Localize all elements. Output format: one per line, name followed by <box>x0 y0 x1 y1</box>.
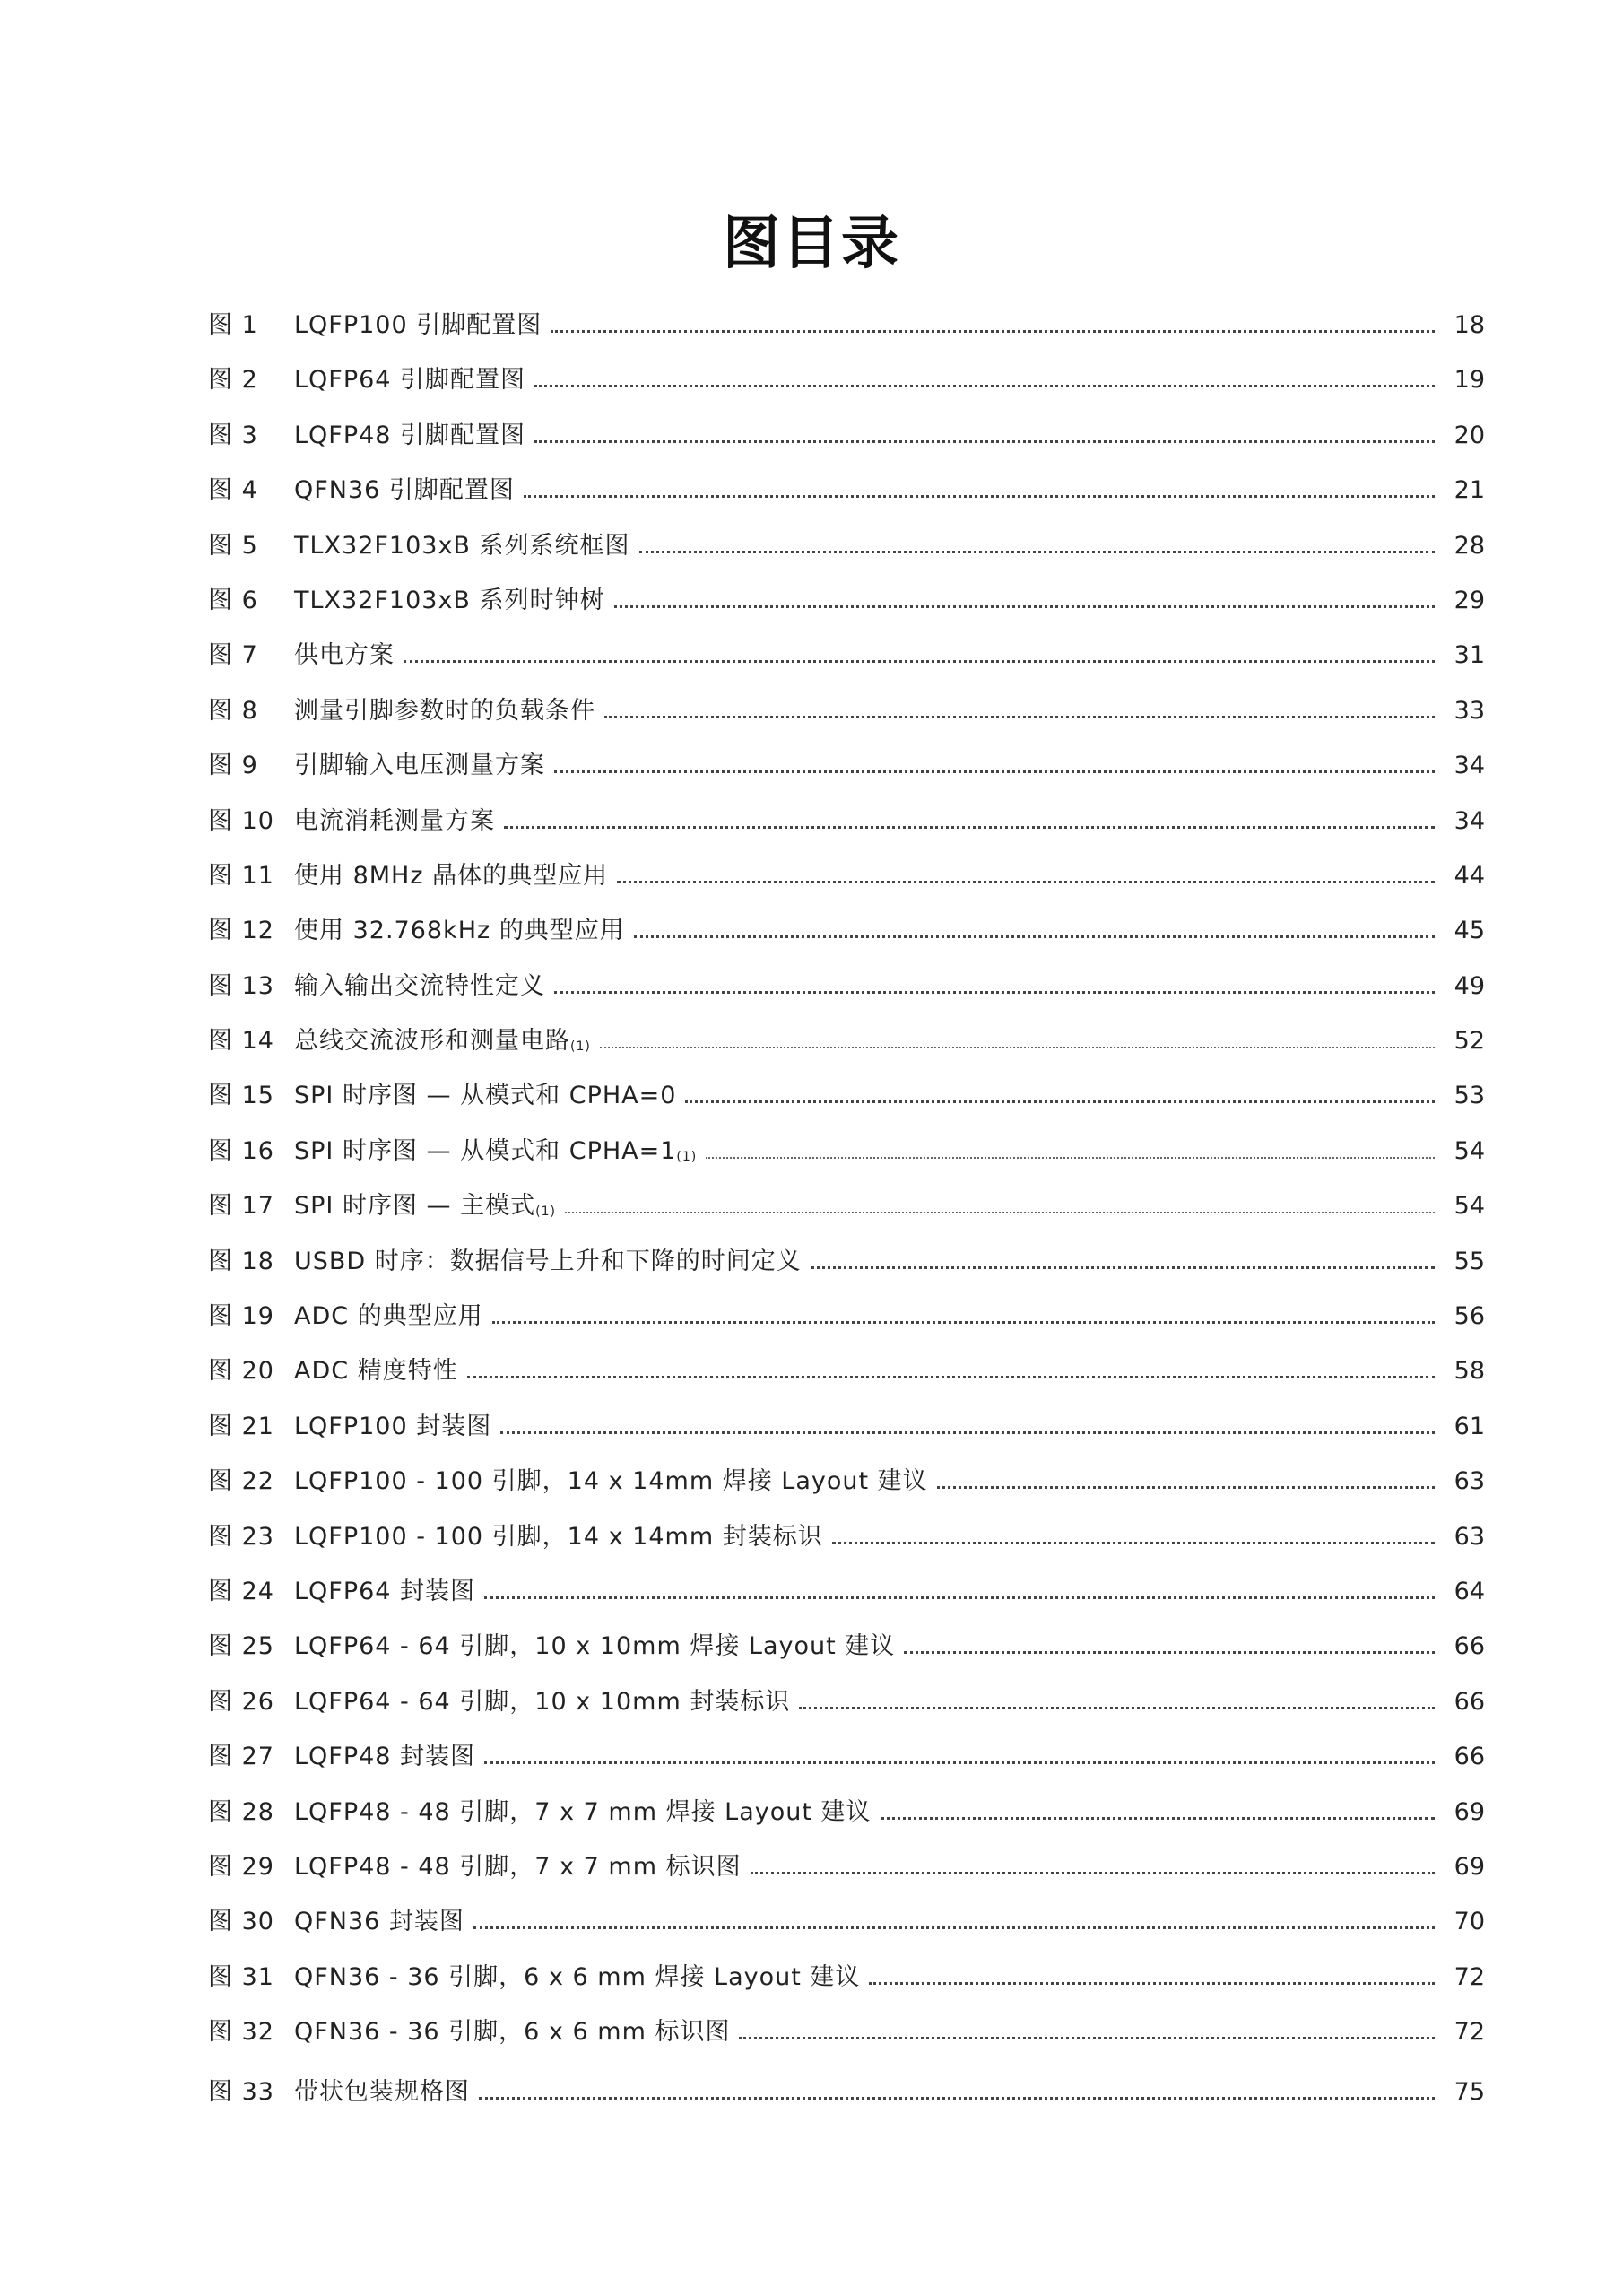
toc-entry[interactable] <box>208 573 1485 628</box>
figure-title-text: 使用 32.768kHz 的典型应用 <box>294 917 625 945</box>
page-number: 19 <box>1454 366 1485 395</box>
footnote-marker: (1) <box>570 1039 591 1055</box>
dot-leader <box>504 826 1435 829</box>
toc-entry[interactable] <box>208 1729 1485 1784</box>
page-number: 69 <box>1454 1852 1485 1881</box>
figure-number: 图 10 <box>208 806 274 835</box>
page-number: 52 <box>1454 1027 1485 1056</box>
figure-number: 图 22 <box>208 1467 274 1496</box>
figure-title-text: LQFP100 引脚配置图 <box>294 311 542 339</box>
figure-title-text: 供电方案 <box>294 641 395 670</box>
dot-leader <box>832 1542 1435 1544</box>
dot-leader <box>551 330 1435 333</box>
toc-entry[interactable] <box>208 1399 1485 1454</box>
figure-number: 图 16 <box>208 1136 274 1165</box>
figure-title-text: 测量引脚参数时的负载条件 <box>294 696 595 725</box>
dot-leader <box>500 1431 1435 1434</box>
figure-title <box>294 1619 904 1674</box>
page-number: 72 <box>1454 2018 1485 2047</box>
dot-leader <box>467 1376 1435 1378</box>
page-number: 18 <box>1454 311 1485 339</box>
toc-entry[interactable] <box>208 518 1485 573</box>
figure-title <box>294 298 551 352</box>
dot-leader <box>881 1817 1435 1820</box>
figure-title-text: 输入输出交流特性定义 <box>294 971 545 1000</box>
figure-number: 图 12 <box>208 917 274 945</box>
page-number: 29 <box>1454 586 1485 614</box>
page-number: 56 <box>1454 1302 1485 1331</box>
toc-entry[interactable] <box>208 298 1485 352</box>
page-number: 31 <box>1454 641 1485 670</box>
figure-title <box>294 1839 751 1894</box>
figure-number: 图 32 <box>208 2018 274 2047</box>
dot-leader <box>739 2037 1435 2039</box>
toc-entry[interactable] <box>208 1178 1485 1233</box>
figure-number: 图 4 <box>208 476 258 505</box>
figure-number: 图 24 <box>208 1577 274 1605</box>
toc-entry[interactable] <box>208 628 1485 683</box>
figure-title <box>294 2005 739 2059</box>
dot-leader <box>614 605 1435 608</box>
dot-leader <box>799 1707 1435 1709</box>
figure-title <box>294 1894 473 1949</box>
page-number: 63 <box>1454 1467 1485 1496</box>
figure-number: 图 28 <box>208 1797 274 1826</box>
dot-leader <box>811 1266 1435 1269</box>
footnote-marker: (1) <box>535 1205 556 1220</box>
page-number: 63 <box>1454 1522 1485 1551</box>
figure-number: 图 27 <box>208 1743 274 1771</box>
toc-entry[interactable] <box>208 903 1485 958</box>
dot-leader <box>685 1100 1435 1103</box>
figure-title <box>294 518 639 573</box>
figure-title-text: ADC 精度特性 <box>294 1357 458 1386</box>
figure-number: 图 14 <box>208 1027 274 1056</box>
figure-number: 图 1 <box>208 311 258 339</box>
dot-leader <box>937 1486 1435 1489</box>
dot-leader <box>404 660 1435 663</box>
figure-title-text: LQFP48 - 48 引脚，7 x 7 mm 焊接 Layout 建议 <box>294 1797 872 1826</box>
figure-title-text: LQFP64 封装图 <box>294 1577 476 1605</box>
page-number: 66 <box>1454 1632 1485 1661</box>
figure-number: 图 26 <box>208 1687 274 1716</box>
page-number: 66 <box>1454 1743 1485 1771</box>
page-number: 44 <box>1454 861 1485 890</box>
toc-entry[interactable] <box>208 1785 1485 1839</box>
figure-number: 图 17 <box>208 1192 274 1221</box>
figure-title-text: LQFP48 封装图 <box>294 1743 476 1771</box>
figure-number: 图 18 <box>208 1247 274 1275</box>
toc-entry[interactable] <box>208 738 1485 793</box>
figure-title-text: ADC 的典型应用 <box>294 1302 483 1331</box>
dot-leader <box>634 935 1435 938</box>
page-number: 54 <box>1454 1136 1485 1165</box>
toc-entry[interactable] <box>208 959 1485 1013</box>
figure-title <box>294 1178 565 1238</box>
figure-number: 图 9 <box>208 752 258 780</box>
figure-title <box>294 794 504 848</box>
figure-title <box>294 628 404 683</box>
toc-entry[interactable] <box>208 1344 1485 1398</box>
figure-title-text: QFN36 封装图 <box>294 1908 464 1936</box>
figure-title <box>294 683 604 738</box>
figure-number: 图 8 <box>208 696 258 725</box>
figure-title-text: SPI 时序图 — 从模式和 CPHA=1 <box>294 1136 677 1165</box>
figure-number: 图 13 <box>208 971 274 1000</box>
figure-title <box>294 1509 832 1564</box>
figure-title <box>294 463 524 517</box>
figure-number: 图 20 <box>208 1357 274 1386</box>
page-number: 45 <box>1454 917 1485 945</box>
dot-leader <box>484 1596 1435 1599</box>
page-number: 69 <box>1454 1797 1485 1826</box>
figure-title <box>294 573 614 628</box>
dot-leader <box>534 440 1435 443</box>
toc-entry[interactable] <box>208 1950 1485 2005</box>
page-number: 49 <box>1454 971 1485 1000</box>
page-number: 72 <box>1454 1962 1485 1991</box>
dot-leader <box>484 1761 1435 1764</box>
figure-title-text: 引脚输入电压测量方案 <box>294 752 545 780</box>
toc-entry[interactable] <box>208 1894 1485 1949</box>
toc-entry[interactable] <box>208 1124 1485 1178</box>
figure-title-text: QFN36 - 36 引脚，6 x 6 mm 标识图 <box>294 2018 731 2047</box>
toc-entry[interactable] <box>208 1234 1485 1289</box>
toc-entry[interactable] <box>208 1674 1485 1729</box>
page-number: 64 <box>1454 1577 1485 1605</box>
toc-entry[interactable] <box>208 1454 1485 1509</box>
figure-title-text: LQFP48 - 48 引脚，7 x 7 mm 标识图 <box>294 1852 742 1881</box>
figure-title <box>294 1454 937 1509</box>
toc-entry[interactable] <box>208 408 1485 463</box>
toc-entry[interactable] <box>208 848 1485 903</box>
figure-list <box>208 298 1485 2119</box>
page-number: 70 <box>1454 1908 1485 1936</box>
figure-title-text: TLX32F103xB 系列时钟树 <box>294 586 605 614</box>
figure-title-text: LQFP64 - 64 引脚，10 x 10mm 封装标识 <box>294 1687 791 1716</box>
figure-title <box>294 1564 484 1619</box>
figure-title <box>294 1729 484 1784</box>
figure-title <box>294 2065 479 2119</box>
page-number: 34 <box>1454 806 1485 835</box>
figure-number: 图 33 <box>208 2077 274 2106</box>
footnote-marker: (1) <box>676 1149 698 1164</box>
figure-title <box>294 1399 500 1454</box>
figure-title <box>294 1950 869 2005</box>
figure-number: 图 25 <box>208 1632 274 1661</box>
toc-entry[interactable] <box>208 2065 1485 2119</box>
figure-number: 图 15 <box>208 1082 274 1110</box>
figure-title <box>294 959 554 1013</box>
figure-number: 图 3 <box>208 421 258 449</box>
dot-leader <box>554 991 1435 994</box>
dot-leader <box>904 1651 1435 1654</box>
figure-number: 图 11 <box>208 861 274 890</box>
figure-title-text: LQFP64 引脚配置图 <box>294 366 526 395</box>
figure-title-text: LQFP100 - 100 引脚，14 x 14mm 焊接 Layout 建议 <box>294 1467 928 1496</box>
dot-leader <box>524 495 1435 498</box>
figure-number: 图 29 <box>208 1852 274 1881</box>
figure-title-text: SPI 时序图 — 主模式 <box>294 1192 536 1221</box>
toc-entry[interactable] <box>208 1289 1485 1344</box>
figure-title <box>294 1344 467 1398</box>
dot-leader <box>534 385 1435 387</box>
figure-title <box>294 408 534 463</box>
figure-title <box>294 1013 600 1073</box>
figure-number: 图 5 <box>208 531 258 560</box>
page-number: 66 <box>1454 1687 1485 1716</box>
figure-title-text: QFN36 引脚配置图 <box>294 476 515 505</box>
figure-title <box>294 1234 811 1289</box>
page-number: 34 <box>1454 752 1485 780</box>
toc-entry[interactable] <box>208 1013 1485 1068</box>
page-number: 53 <box>1454 1082 1485 1110</box>
figure-title <box>294 1068 685 1123</box>
page-number: 21 <box>1454 476 1485 505</box>
figure-title-text: 带状包装规格图 <box>294 2077 470 2106</box>
toc-entry[interactable] <box>208 2005 1485 2059</box>
figure-title <box>294 738 554 793</box>
figure-title-text: LQFP100 封装图 <box>294 1412 492 1440</box>
figure-title-text: 使用 8MHz 晶体的典型应用 <box>294 861 609 890</box>
page-number: 54 <box>1454 1192 1485 1221</box>
figure-number: 图 6 <box>208 586 258 614</box>
figure-title-text: LQFP48 引脚配置图 <box>294 421 526 449</box>
dot-leader <box>473 1926 1435 1929</box>
figure-number: 图 23 <box>208 1522 274 1551</box>
page-number: 75 <box>1454 2077 1485 2106</box>
figure-title-text: 总线交流波形和测量电路 <box>294 1027 570 1056</box>
page-number: 33 <box>1454 696 1485 725</box>
dot-leader <box>751 1872 1435 1874</box>
dot-leader <box>617 881 1435 883</box>
figure-title <box>294 1289 492 1344</box>
page-number: 61 <box>1454 1412 1485 1440</box>
toc-entry[interactable] <box>208 1068 1485 1123</box>
figure-number: 图 21 <box>208 1412 274 1440</box>
figure-number: 图 7 <box>208 641 258 670</box>
dot-leader <box>554 770 1435 773</box>
toc-entry[interactable] <box>208 463 1485 517</box>
toc-entry[interactable] <box>208 683 1485 738</box>
figure-title-text: USBD 时序：数据信号上升和下降的时间定义 <box>294 1247 802 1275</box>
figure-title <box>294 903 634 958</box>
dot-leader <box>565 1212 1435 1213</box>
dot-leader <box>639 551 1435 553</box>
figure-number: 图 31 <box>208 1962 274 1991</box>
toc-entry[interactable] <box>208 1509 1485 1564</box>
toc-entry[interactable] <box>208 1564 1485 1619</box>
dot-leader <box>479 2097 1435 2100</box>
dot-leader <box>492 1321 1435 1324</box>
toc-entry[interactable] <box>208 1839 1485 1894</box>
figure-title <box>294 1674 799 1729</box>
page-number: 28 <box>1454 531 1485 560</box>
toc-entry[interactable] <box>208 352 1485 407</box>
figure-title <box>294 1785 881 1839</box>
figure-number: 图 19 <box>208 1302 274 1331</box>
figure-number: 图 30 <box>208 1908 274 1936</box>
dot-leader <box>604 716 1435 718</box>
figure-title <box>294 352 534 407</box>
page-number: 55 <box>1454 1247 1485 1275</box>
toc-entry[interactable] <box>208 1619 1485 1674</box>
dot-leader <box>706 1157 1435 1159</box>
figure-title-text: SPI 时序图 — 从模式和 CPHA=0 <box>294 1082 677 1110</box>
figure-title-text: TLX32F103xB 系列系统框图 <box>294 531 630 560</box>
page-title: 图目录 <box>723 211 900 277</box>
figure-title-text: 电流消耗测量方案 <box>294 806 495 835</box>
dot-leader <box>869 1982 1435 1985</box>
figure-title-text: LQFP64 - 64 引脚，10 x 10mm 焊接 Layout 建议 <box>294 1632 896 1661</box>
figure-number: 图 2 <box>208 366 258 395</box>
figure-title-text: QFN36 - 36 引脚，6 x 6 mm 焊接 Layout 建议 <box>294 1962 861 1991</box>
figure-title-text: LQFP100 - 100 引脚，14 x 14mm 封装标识 <box>294 1522 823 1551</box>
figure-title <box>294 1124 706 1183</box>
dot-leader <box>600 1047 1435 1048</box>
page-number: 58 <box>1454 1357 1485 1386</box>
page-number: 20 <box>1454 421 1485 449</box>
figure-title <box>294 848 617 903</box>
toc-entry[interactable] <box>208 794 1485 848</box>
